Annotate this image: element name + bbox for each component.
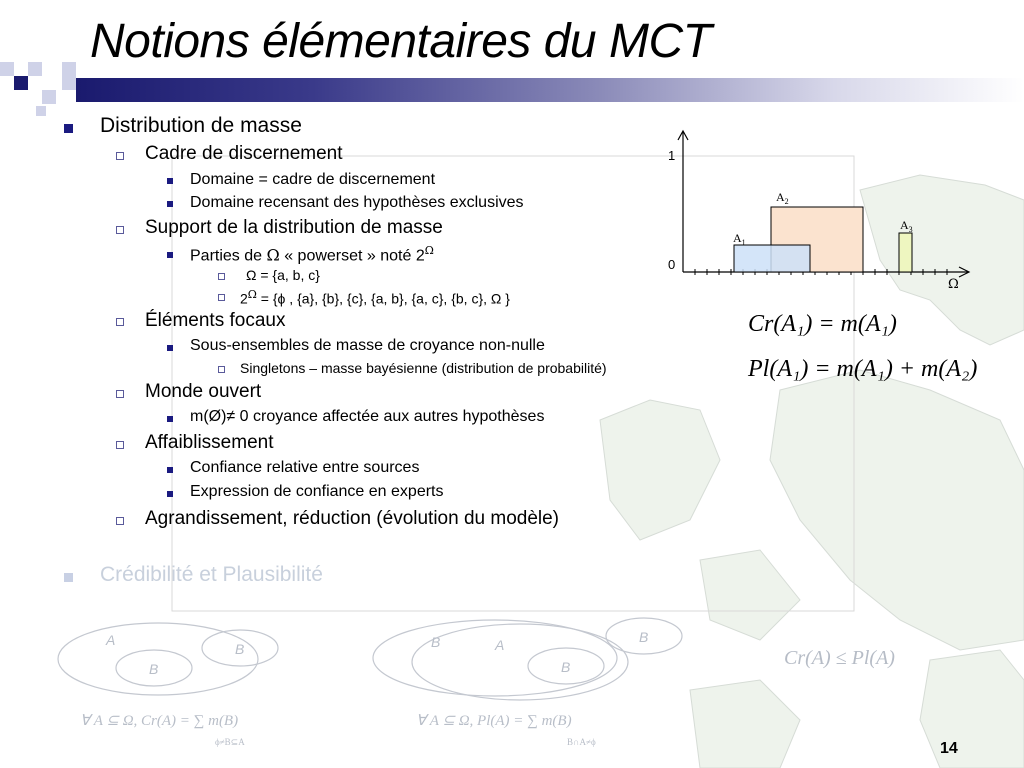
bullet-hollow bbox=[116, 517, 124, 525]
parties-pre: Parties de bbox=[190, 247, 267, 265]
inequality-formula: Cr(A) ≤ Pl(A) bbox=[784, 647, 895, 669]
bullet-square bbox=[167, 252, 173, 258]
bullet-square bbox=[167, 491, 173, 497]
bullet-domaine-cadre: Domaine = cadre de discernement bbox=[190, 171, 436, 188]
decor-square bbox=[36, 106, 46, 116]
title-bar bbox=[76, 78, 1024, 102]
plausibility-definition-sub: B∩A≠ϕ bbox=[567, 737, 596, 747]
venn-left-a: A bbox=[106, 632, 116, 648]
x-omega-label: Ω bbox=[948, 277, 959, 292]
bullet-support: Support de la distribution de masse bbox=[145, 217, 443, 238]
powerset-elements: = {ϕ , {a}, {b}, {c}, {a, b}, {a, c}, {b, c}, Ω } bbox=[256, 290, 510, 307]
bullet-square bbox=[64, 124, 73, 133]
decor-square bbox=[42, 90, 56, 104]
venn-left-b2: B bbox=[149, 661, 159, 677]
a3-label: $A_3$ bbox=[900, 218, 913, 234]
mass-distribution-diagram bbox=[660, 128, 980, 298]
venn-right-b3: B bbox=[561, 659, 571, 675]
decor-square bbox=[14, 76, 28, 90]
bullet-hollow bbox=[218, 366, 225, 373]
decor-square bbox=[62, 76, 76, 90]
y-one-label: 1 bbox=[668, 148, 676, 163]
powerset-base: 2 bbox=[240, 290, 248, 307]
bullet-hollow bbox=[116, 318, 124, 326]
bullet-hollow bbox=[116, 390, 124, 398]
bullet-powerset bbox=[240, 288, 510, 307]
bullet-square bbox=[167, 201, 173, 207]
a1-rect bbox=[734, 245, 810, 272]
bullet-square bbox=[64, 573, 73, 582]
venn-right-b1: B bbox=[431, 634, 441, 650]
powerset-sup: Ω bbox=[247, 288, 257, 301]
a3-rect bbox=[899, 233, 912, 272]
bullet-monde-ouvert: Monde ouvert bbox=[145, 381, 262, 402]
bullet-square bbox=[167, 467, 173, 473]
slide-title: Notions élémentaires du MCT bbox=[90, 15, 712, 68]
plausibility-definition: ∀ A ⊆ Ω, Pl(A) = ∑ m(B) bbox=[416, 713, 572, 729]
a2-label: $A_2$ bbox=[776, 190, 789, 206]
bullet-expression-confiance: Expression de confiance en experts bbox=[190, 483, 444, 500]
bullet-hollow bbox=[218, 273, 225, 280]
bullet-square bbox=[167, 416, 173, 422]
bullet-distribution-de-masse: Distribution de masse bbox=[100, 114, 302, 137]
bullet-hollow bbox=[116, 226, 124, 234]
decor-square bbox=[0, 62, 14, 76]
bullet-parties-de-omega bbox=[190, 244, 434, 265]
credibility-definition: ∀ A ⊆ Ω, Cr(A) = ∑ m(B) bbox=[80, 713, 239, 729]
bullet-omega-set: Ω = {a, b, c} bbox=[246, 267, 320, 283]
y-zero-label: 0 bbox=[668, 257, 676, 272]
credibility-formula: Cr(A₁) = m(A₁) bbox=[748, 311, 897, 337]
omega-sup: Ω bbox=[424, 244, 434, 257]
bullet-square bbox=[167, 178, 173, 184]
bullet-square bbox=[167, 345, 173, 351]
bullet-agrandissement: Agrandissement, réduction (évolution du modèle) bbox=[145, 508, 560, 529]
bullet-cadre-de-discernement: Cadre de discernement bbox=[145, 143, 343, 164]
bullet-affaiblissement: Affaiblissement bbox=[145, 432, 274, 453]
parties-post: « powerset » noté 2 bbox=[279, 247, 425, 265]
omega-symbol: Ω bbox=[266, 245, 280, 265]
bullet-credibilite-plausibilite: Crédibilité et Plausibilité bbox=[100, 563, 323, 586]
bullet-singletons: Singletons – masse bayésienne (distribution de probabilité) bbox=[240, 360, 607, 376]
venn-right-a: A bbox=[495, 637, 505, 653]
bullet-sous-ensembles: Sous-ensembles de masse de croyance non-nulle bbox=[190, 337, 545, 354]
decor-square bbox=[28, 62, 42, 76]
bullet-confiance-relative: Confiance relative entre sources bbox=[190, 459, 420, 476]
venn-left-b1: B bbox=[235, 641, 245, 657]
plausibility-formula: Pl(A₁) = m(A₁) + m(A₂) bbox=[748, 356, 978, 382]
decor-square bbox=[62, 62, 76, 76]
a1-label: $A_1$ bbox=[733, 231, 746, 247]
slide-number: 14 bbox=[940, 740, 958, 757]
venn-right-b2: B bbox=[639, 629, 649, 645]
bullet-domaine-recensant: Domaine recensant des hypothèses exclusives bbox=[190, 194, 524, 211]
credibility-definition-sub: ϕ≠B⊆A bbox=[215, 737, 245, 747]
venn-diagrams bbox=[50, 612, 700, 707]
bullet-elements-focaux: Éléments focaux bbox=[145, 310, 286, 331]
bullet-hollow bbox=[116, 152, 124, 160]
bullet-m-empty: m(Ø)≠ 0 croyance affectée aux autres hypothèses bbox=[190, 408, 545, 425]
bullet-hollow bbox=[218, 294, 225, 301]
bullet-hollow bbox=[116, 441, 124, 449]
